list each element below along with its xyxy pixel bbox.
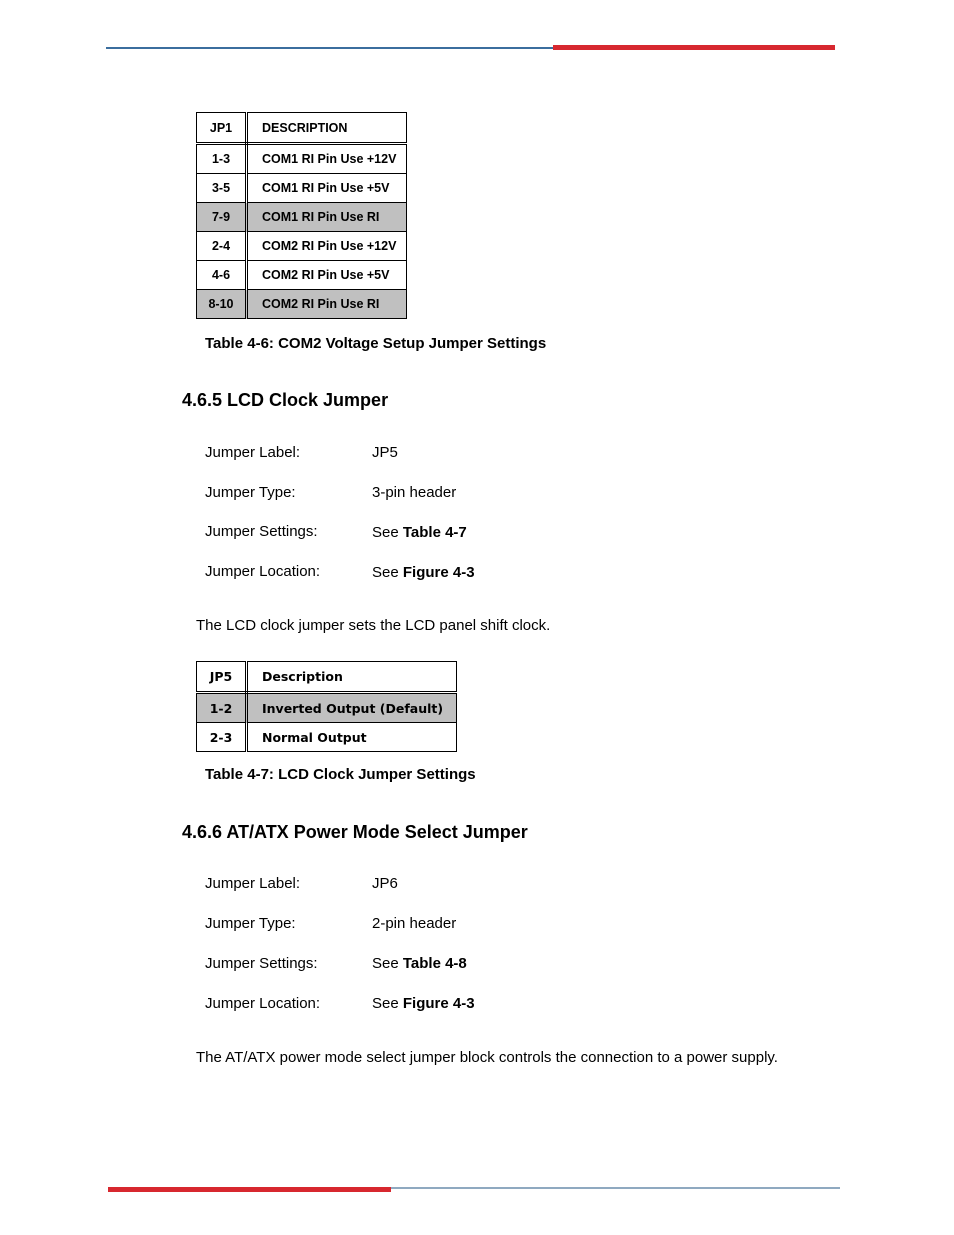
description-cell: COM2 RI Pin Use +5V [247, 261, 407, 290]
field-value: See Figure 4-3 [372, 995, 475, 1012]
field-label: Jumper Location: [205, 995, 321, 1012]
field-label: Jumper Label: [205, 444, 301, 461]
header-rule-blue [106, 47, 554, 49]
table-caption: Table 4-6: COM2 Voltage Setup Jumper Settings [205, 335, 547, 352]
figure-reference-link[interactable]: Figure 4-3 [402, 995, 475, 1012]
table-header-row [197, 113, 407, 144]
table-row [197, 174, 407, 203]
field-label: Jumper Location: [205, 563, 321, 580]
table-header-row [197, 662, 457, 693]
field-value: See Table 4-7 [372, 524, 467, 541]
column-header: JP5 [197, 662, 247, 693]
body-paragraph: The LCD clock jumper sets the LCD panel shift clock. [196, 617, 551, 634]
field-value: JP6 [372, 875, 398, 892]
description-cell: Inverted Output (Default) [247, 693, 457, 723]
section-heading: 4.6.5 LCD Clock Jumper [182, 390, 389, 410]
table-row-default [197, 290, 407, 319]
table-reference-link[interactable]: Table 4-8 [402, 955, 467, 972]
footer-rule-blue [390, 1187, 840, 1189]
footer-rule-red [108, 1187, 391, 1192]
com2-voltage-table [196, 112, 407, 319]
field-value: JP5 [372, 444, 398, 461]
description-cell: COM2 RI Pin Use +12V [247, 232, 407, 261]
field-value: 3-pin header [372, 484, 457, 501]
field-label: Jumper Settings: [205, 523, 318, 540]
table-reference-link[interactable]: Table 4-7 [402, 524, 467, 541]
table-row [197, 232, 407, 261]
description-cell: COM2 RI Pin Use RI [247, 290, 407, 319]
table-row [197, 261, 407, 290]
pins-cell: 1-3 [197, 144, 247, 174]
field-label: Jumper Label: [205, 875, 301, 892]
lcd-clock-table [196, 661, 457, 752]
field-label: Jumper Type: [205, 484, 296, 501]
field-value: See Figure 4-3 [372, 564, 475, 581]
description-cell: COM1 RI Pin Use RI [247, 203, 407, 232]
field-label: Jumper Settings: [205, 955, 318, 972]
description-cell: COM1 RI Pin Use +12V [247, 144, 407, 174]
column-header: DESCRIPTION [247, 113, 407, 144]
header-rule-red [553, 45, 835, 50]
pins-cell: 2-4 [197, 232, 247, 261]
pins-cell: 8-10 [197, 290, 247, 319]
column-header: Description [247, 662, 457, 693]
description-cell: Normal Output [247, 723, 457, 752]
table-row [197, 723, 457, 752]
section-heading: 4.6.6 AT/ATX Power Mode Select Jumper [182, 822, 528, 842]
pins-cell: 7-9 [197, 203, 247, 232]
field-value: 2-pin header [372, 915, 457, 932]
field-value: See Table 4-8 [372, 955, 467, 972]
pins-cell: 3-5 [197, 174, 247, 203]
description-cell: COM1 RI Pin Use +5V [247, 174, 407, 203]
field-label: Jumper Type: [205, 915, 296, 932]
figure-reference-link[interactable]: Figure 4-3 [402, 564, 475, 581]
column-header: JP1 [197, 113, 247, 144]
pins-cell: 4-6 [197, 261, 247, 290]
table-caption: Table 4-7: LCD Clock Jumper Settings [205, 766, 476, 783]
pins-cell: 1-2 [197, 693, 247, 723]
table-row-default [197, 203, 407, 232]
body-paragraph: The AT/ATX power mode select jumper block controls the connection to a power supply. [196, 1049, 778, 1066]
table-row-default [197, 693, 457, 723]
pins-cell: 2-3 [197, 723, 247, 752]
table-row [197, 144, 407, 174]
